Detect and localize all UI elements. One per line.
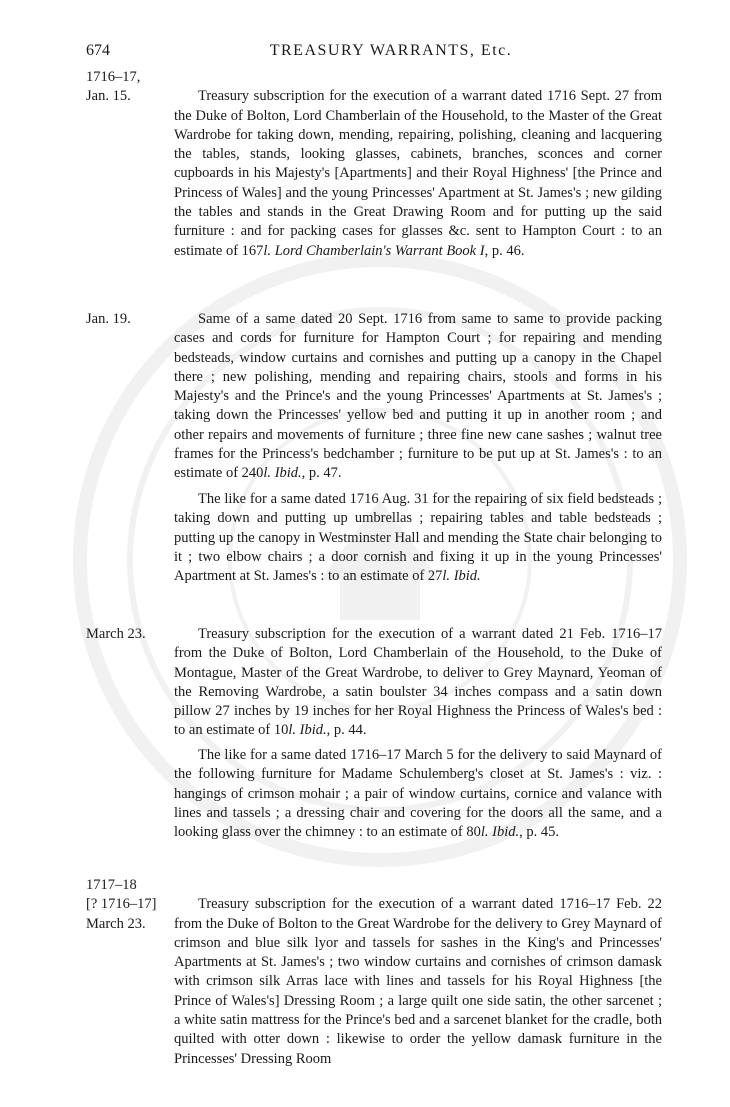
- source-citation: Ibid.: [274, 465, 302, 482]
- entry: [86, 490, 666, 586]
- entry-text: The like for a same dated 1716 Aug. 31 for the repairing of six field bedsteads ; taking down and putting up umbrellas ; repairing tables and table bedsteads ; putting up the canopy in Westminster Hall and mending the State chair belonging to it ; two elbow chairs ; a door cornish and fixing it up in the young Princesses' Apartment at St. James's : to an estimate of 27l. Ibid.: [174, 491, 662, 585]
- entry-date: [86, 310, 174, 329]
- entry-text: Same of a same dated 20 Sept. 1716 from same to same to provide packing cases and cords for furniture for Hampton Court ; for repairing and mending bedsteads, window curtains and cornishes and putting up a canopy in the Chapel there ; new polishing, mending and repairing chairs, stools and forms in his Majesty's and the Prince's and the young Princesses' Apartments at St. James's ; taking down the Princesses' yellow bed and putting it up in another room ; and other repairs and movements of furniture ; three fine new cane sashes ; walnut tree frames for the Princess's bedchamber ; furniture to be put up at St. James's : to an estimate of 240l. Ibid., p. 47.: [174, 311, 662, 482]
- entry-text: Treasury subscription for the execution of a warrant dated 21 Feb. 1716–17 from the Duke of Bolton, Lord Chamberlain of the Household, to the Duke of Montague, Master of the Great Wardrobe, to deliver to Grey Maynard, Yeoman of the Removing Wardrobe, a satin boulster 34 inches compass and a satin down pillow 27 inches by 19 inches for her Royal Highness the Princess of Wales's bed : to an estimate of 10l. Ibid., p. 44.: [174, 626, 662, 739]
- entry-date: [86, 625, 174, 644]
- date-line: March 23.: [86, 626, 146, 642]
- entry: [86, 625, 666, 741]
- page-header: [86, 42, 666, 66]
- date-line: 1716–17,: [86, 69, 141, 85]
- date-line: Jan. 19.: [86, 311, 131, 327]
- source-citation: Ibid.: [299, 722, 327, 739]
- date-line: March 23.: [86, 915, 146, 932]
- entry: [86, 310, 666, 484]
- source-citation: Ibid.: [492, 824, 520, 841]
- date-line: Jan. 15.: [86, 88, 131, 105]
- date-line: [? 1716–17]: [86, 896, 157, 913]
- entry-text: The like for a same dated 1716–17 March 5 for the delivery to said Maynard of the following furniture for Madame Schulemberg's closet at St. James's : viz. : hangings of crimson mohair ; a pair of window curtains, cornice and valance with lines and tassels ; a dressing chair and covering for the doors all the same, and a looking glass over the chimney : to an estimate of 80l. Ibid., p. 45.: [174, 747, 662, 841]
- entry: [86, 68, 666, 261]
- entry: [86, 876, 666, 1069]
- date-line: 1717–18: [86, 877, 137, 893]
- entry-text: Treasury subscription for the execution of a warrant dated 1716 Sept. 27 from the Duke of Bolton, Lord Chamberlain of the Household, to the Master of the Great Wardrobe for taking down, mending, repairing, polishing, cleaning and lacquering the tables, stands, looking glasses, cabinets, branches, sconces and corner cupboards in his Majesty's [Apartments] and their Royal Highness' [the Prince and Princess of Wales] and the young Princesses' Apartment at St. James's ; new gilding the tables and stands in the Great Drawing Room and for putting up the said furniture : and for packing cases for glasses &c. sent to Hampton Court : to an estimate of 167l. Lord Chamberlain's Warrant Book I, p. 46.: [174, 88, 662, 259]
- entry-date: [86, 876, 174, 934]
- source-citation: Lord Chamberlain's Warrant Book I: [274, 242, 485, 259]
- entry-date: [86, 68, 174, 107]
- page-number: 674: [86, 42, 110, 59]
- source-citation: Ibid.: [453, 568, 481, 585]
- running-title: TREASURY WARRANTS, Etc.: [269, 42, 513, 59]
- entry-text: Treasury subscription for the execution of a warrant dated 1716–17 Feb. 22 from the Duke of Bolton to the Great Wardrobe for the delivery to Grey Maynard of crimson and blue silk lyor and tassels for sashes in the King's and Princesses' Apartments at St. James's ; two window curtains and cornishes of crimson damask with crimson silk Arras lace with lines and tassels for his Royal Highness [the Prince of Wales's] Dressing Room ; a large quilt one side satin, the other sarcenet ; a white satin mattress for the Prince's bed and a sarcenet blanket for the cradle, both quilted with otter down : likewise to order the yellow damask furniture in the Princesses' Dressing Room: [174, 896, 662, 1067]
- entry: [86, 746, 666, 842]
